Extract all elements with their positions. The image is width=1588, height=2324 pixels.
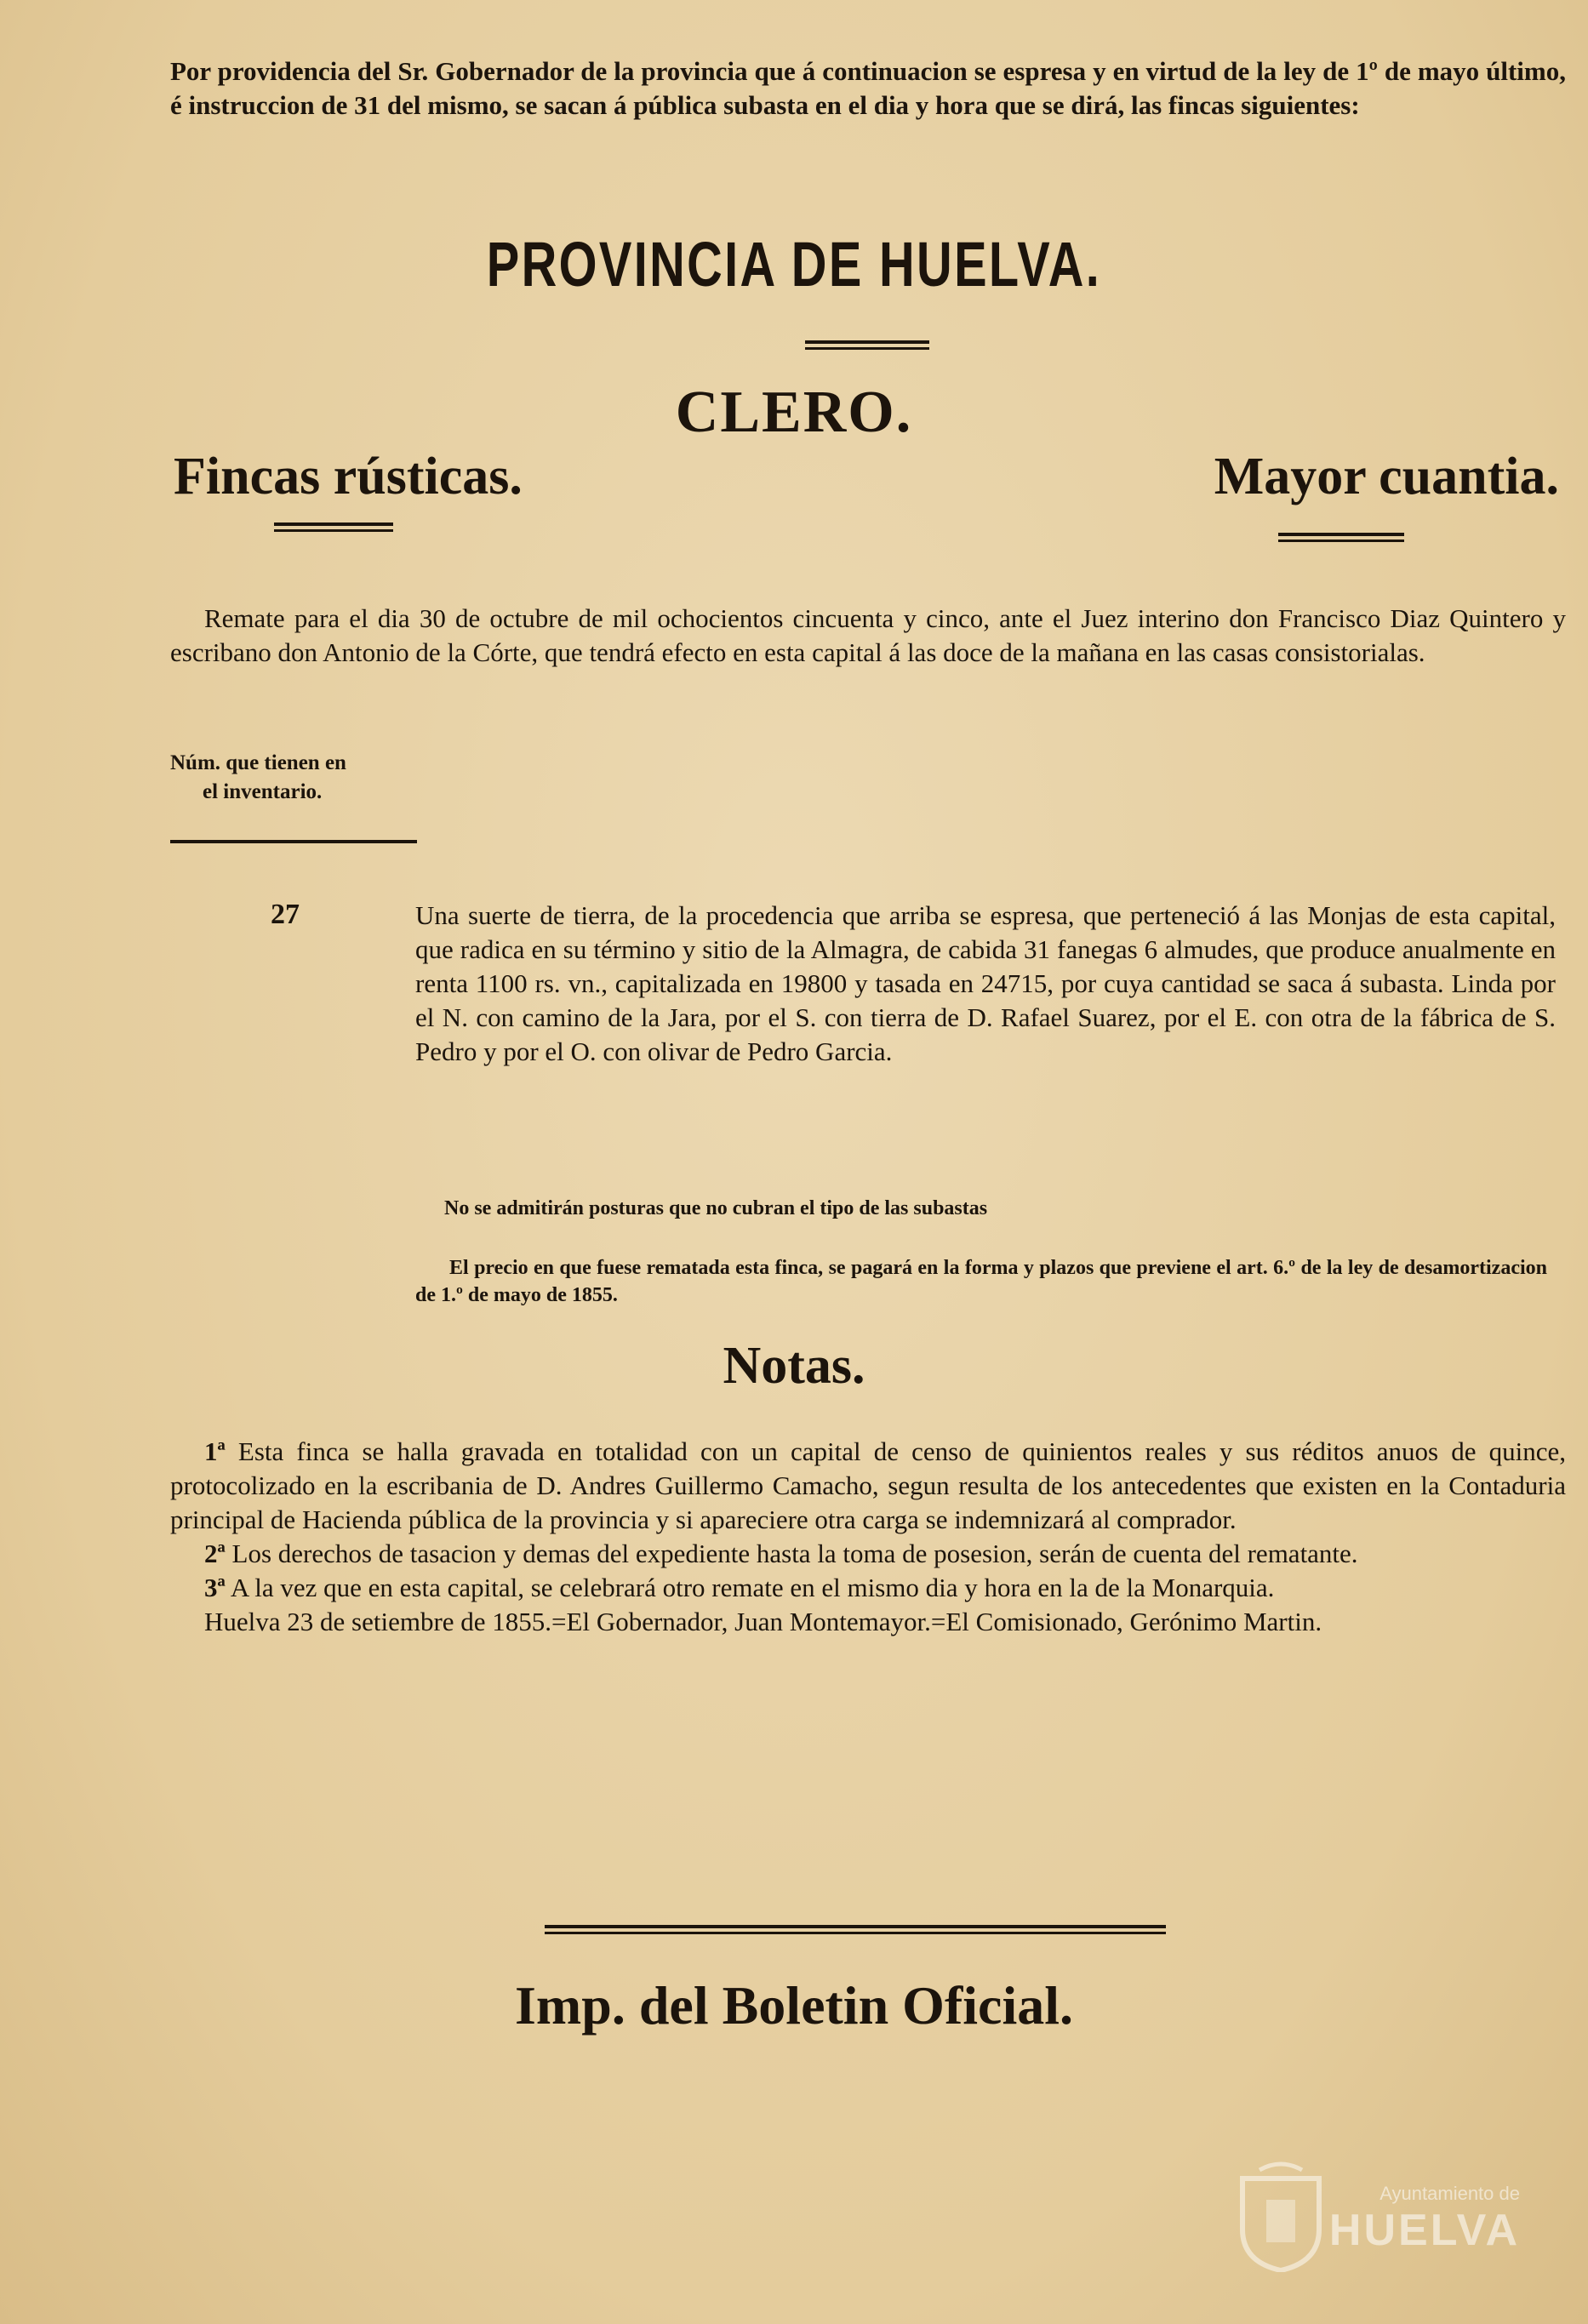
item-description: Una suerte de tierra, de la procedencia que arriba se espresa, que perteneció á las Monjas de esta capital, que radica en su término y sitio de la Almagra, de cabida 31 fanegas 6 almudes, que produce anualmente en renta 1100 rs. vn., capitalizada en 19800 y tasada en 24715, por cuya cantidad se saca á subasta. Linda por el N. con camino de la Jara, por el S. con tierra de D. Rafael Suarez, por el E. con otra de la fábrica de S. Pedro y por el O. con olivar de Pedro Garcia. (415, 900, 1556, 1066)
note-postures: No se admitirán posturas que no cubran el tipo de las subastas (444, 1197, 988, 1219)
remate-paragraph (170, 602, 1566, 670)
note-label-1: 1ª (204, 1436, 226, 1466)
item-number: 27 (271, 899, 300, 930)
title-rule (805, 340, 929, 350)
coat-of-arms-watermark-icon (1234, 2161, 1328, 2272)
note-label-3: 3ª (204, 1573, 226, 1602)
note-item-3 (170, 1571, 1566, 1605)
imprint: Imp. del Boletin Oficial. (515, 1975, 1073, 2036)
signature-text: Huelva 23 de setiembre de 1855.=El Gobernador, Juan Montemayor.=El Comisionado, Gerónimo Martin. (204, 1607, 1322, 1636)
watermark-line1: Ayuntamiento de (1380, 2183, 1520, 2204)
note-price-text: El precio en que fuese rematada esta finca, se pagará en la forma y plazos que previene el art. 6.º de la ley de desamortizacion de 1.º de mayo de 1855. (415, 1257, 1547, 1306)
note-price (415, 1254, 1547, 1309)
remate-text: Remate para el dia 30 de octubre de mil ochocientos cincuenta y cinco, ante el Juez interino don Francisco Diaz Quintero y escribano don Antonio de la Córte, que tendrá efecto en esta capital á las doce de la mañana en las casas consistorialas. (170, 603, 1566, 667)
province-title: PROVINCIA DE HUELVA. (486, 229, 1102, 300)
notes-list (170, 1435, 1566, 1639)
subheading-mayor-cuantia: Mayor cuantia. (1214, 448, 1559, 505)
note-item-2 (170, 1537, 1566, 1571)
rule-right (1278, 533, 1404, 542)
signature-line (170, 1605, 1566, 1639)
note-text-1: Esta finca se halla gravada en totalidad con un capital de censo de quinientos reales y sus réditos anuos de quince, protocolizado en la escribania de D. Andres Guillermo Camacho, segun resulta de los antecedentes que existen en la Contaduria principal de Hacienda pública de la provincia y si apareciere otra carga se indemnizará al comprador. (170, 1436, 1566, 1534)
note-label-2: 2ª (204, 1539, 226, 1568)
section-title: CLERO. (675, 380, 913, 445)
watermark (1329, 2183, 1520, 2256)
notes-title: Notas. (723, 1337, 865, 1395)
note-text-3: A la vez que en esta capital, se celebrará otro remate en el mismo dia y hora en la de la Monarquia. (230, 1573, 1275, 1602)
inventory-label-line1: Núm. que tienen en (170, 751, 346, 774)
inventory-column-label (170, 749, 443, 807)
inventory-label-line2: el inventario. (203, 780, 323, 803)
subheading-fincas-rusticas: Fincas rústicas. (174, 448, 523, 505)
watermark-line2: HUELVA (1328, 2206, 1520, 2255)
imprint-rule (545, 1925, 1166, 1934)
note-item-1 (170, 1435, 1566, 1537)
rule-left (274, 522, 393, 532)
intro-paragraph: Por providencia del Sr. Gobernador de la provincia que á continuacion se espresa y en virtud de la ley de 1º de mayo último, é instruccion de 31 del mismo, se sacan á pública subasta en el dia y hora que se dirá, las fincas siguientes: (170, 56, 1566, 120)
note-text-2: Los derechos de tasacion y demas del expediente hasta la toma de posesion, serán de cuenta del rematante. (231, 1539, 1358, 1568)
inventory-rule (170, 840, 417, 843)
